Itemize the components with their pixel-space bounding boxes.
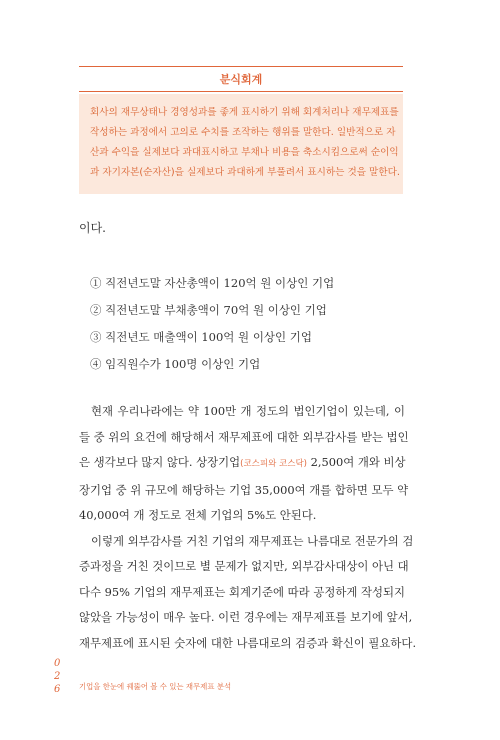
definition-box-title: 분식회계	[79, 66, 403, 92]
page-number	[54, 657, 60, 696]
criteria-list	[90, 270, 334, 378]
page-number-digit: 6	[54, 684, 61, 695]
page-number-digit: 2	[54, 671, 61, 682]
list-item: ① 직전년도말 자산총액이 120억 원 이상인 기업	[90, 276, 335, 290]
definition-line: 회사의 재무상태나 경영성과를 좋게 표시하기 위해 회계처리나 재무제표를	[90, 107, 399, 118]
paragraph-text: 은 생각보다 많지 않다. 상장기업	[79, 455, 241, 469]
list-item: ② 직전년도말 부채총액이 70억 원 이상인 기업	[90, 303, 327, 317]
definition-box	[79, 94, 403, 194]
paragraph-line: 장기업 중 위 규모에 해당하는 기업 35,000여 개를 합하면 모두 약	[79, 482, 409, 497]
paragraph-line: 들 중 위의 요건에 해당해서 재무제표에 대한 외부감사를 받는 법인	[79, 429, 409, 444]
paragraph-line: 증과정을 거친 것이므로 별 문제가 없지만, 외부감사대상이 아닌 대	[79, 559, 409, 573]
definition-line: 과 자기자본(순자산)을 실제보다 과대하게 부풀려서 표시하는 것을 말한다.	[90, 167, 400, 178]
list-item: ③ 직전년도 매출액이 100억 원 이상인 기업	[90, 330, 313, 344]
paragraph-line: 현재 우리나라에는 약 100만 개 정도의 법인기업이 있는데, 이	[91, 404, 405, 418]
body-text	[79, 399, 417, 656]
definition-line: 작성하는 과정에서 고의로 수치를 조작하는 행위를 말한다. 일반적으로 자	[90, 127, 396, 138]
page-number-digit: 0	[54, 658, 61, 669]
intro-tail-text: 이다.	[79, 221, 106, 235]
paragraph-line: 40,000여 개 정도로 전체 기업의 5%도 안된다.	[79, 508, 317, 522]
paragraph-line: 않았을 가능성이 매우 높다. 이런 경우에는 재무제표를 보기에 앞서,	[79, 610, 413, 624]
definition-line: 산과 수익을 실제보다 과대표시하고 부채나 비용을 축소시킴으로써 순이익	[90, 147, 399, 158]
list-item: ④ 임직원수가 100명 이상인 기업	[90, 357, 261, 371]
listing-note: (코스피와 코스닥)	[240, 459, 307, 469]
paragraph-line: 이렇게 외부감사를 거친 기업의 재무제표는 나름대로 전문가의 검	[91, 533, 414, 548]
paragraph-line	[79, 450, 405, 478]
paragraph-line: 다수 95% 기업의 재무제표는 회계기준에 따라 공정하게 작성되지	[79, 584, 405, 599]
running-title: 기업을 한눈에 꿰뚫어 볼 수 있는 재무제표 분석	[79, 682, 232, 691]
paragraph-line: 재무제표에 표시된 숫자에 대한 나름대로의 검증과 확신이 필요하다.	[79, 635, 417, 650]
paragraph-text: 2,500여 개와 비상	[306, 455, 406, 469]
